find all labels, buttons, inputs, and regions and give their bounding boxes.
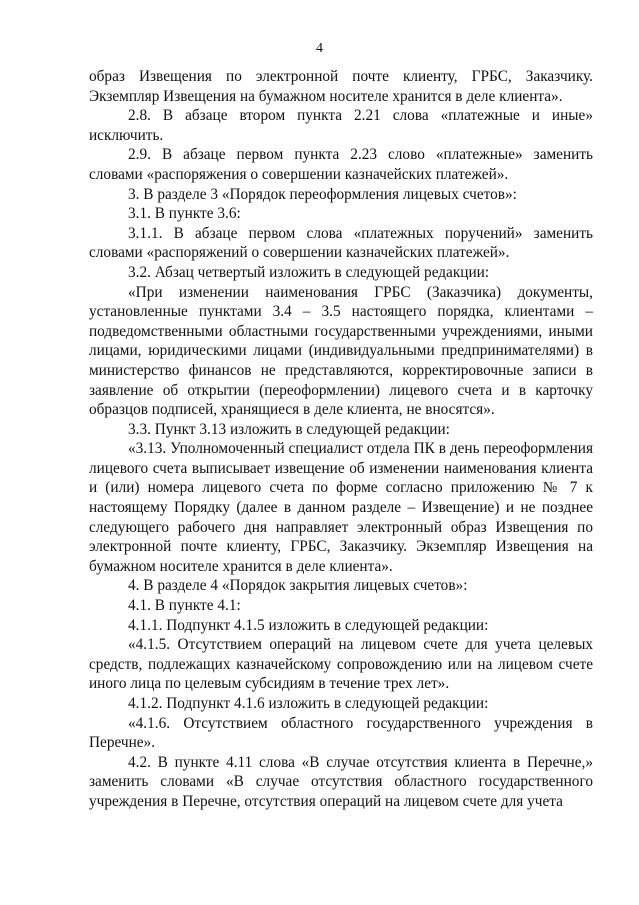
paragraph: «4.1.6. Отсутствием областного государственного учреждения в Перечне». — [89, 714, 593, 752]
paragraph: образ Извещения по электронной почте клиенту, ГРБС, Заказчику. Экземпляр Извещения на бумажном носителе хранится в деле клиента». — [89, 68, 593, 105]
paragraph: 2.9. В абзаце первом пункта 2.23 слово «платежные» заменить словами «распоряжения о совершении казначейских платежей». — [89, 146, 593, 183]
page-number: 4 — [316, 41, 323, 56]
paragraph: 3.1. В пункте 3.6: — [128, 205, 241, 223]
document-body — [89, 67, 593, 812]
paragraph: 4.1.1. Подпункт 4.1.5 изложить в следующей редакции: — [128, 616, 489, 634]
paragraph: 3.1.1. В абзаце первом слова «платежных поручений» заменить словами «распоряжений о совершении казначейских платежей». — [89, 224, 593, 262]
paragraph: 3. В разделе 3 «Порядок переоформления лицевых счетов»: — [128, 185, 517, 203]
paragraph: 4.1. В пункте 4.1: — [128, 597, 241, 615]
paragraph: «4.1.5. Отсутствием операций на лицевом счете для учета целевых средств, подлежащих казначейскому сопровождению или на лицевом счете иного лица по целевым субсидиям в течение трех лет». — [89, 636, 593, 693]
paragraph: «При изменении наименования ГРБС (Заказчика) документы, установленные пунктами 3.4 – 3.5 настоящего порядка, клиентами – подведомственными областными государственными учреждениями, иными лицами, юридическими лицами (индивидуальными предпринимателями) в министерство финансов не представляются, корректировочные записи в заявление об открытии (переоформлении) лицевого счета и в карточку образцов подписей, хранящиеся в деле клиента, не вносятся». — [89, 283, 593, 419]
paragraph: 2.8. В абзаце втором пункта 2.21 слова «платежные и иные» исключить. — [89, 107, 593, 144]
paragraph: 4. В разделе 4 «Порядок закрытия лицевых счетов»: — [128, 577, 468, 595]
paragraph: 4.2. В пункте 4.11 слова «В случае отсутствия клиента в Перечне,» заменить словами «В случае отсутствия областного государственного учреждения в Перечне, отсутствия операций на лицевом счете для учета — [89, 753, 593, 810]
paragraph: 3.2. Абзац четвертый изложить в следующей редакции: — [128, 263, 490, 281]
paragraph: 3.3. Пункт 3.13 изложить в следующей редакции: — [128, 420, 450, 438]
paragraph: 4.1.2. Подпункт 4.1.6 изложить в следующей редакции: — [128, 695, 489, 712]
paragraph: «3.13. Уполномоченный специалист отдела ПК в день переоформления лицевого счета выписывает извещение об изменении наименования клиента и (или) номера лицевого счета по форме согласно приложению № 7 к настоящему Порядку (далее в данном разделе – Извещение) и не позднее следующего рабочего дня направляет электронный образ Извещения по электронной почте клиенту, ГРБС, Заказчику. Экземпляр Извещения на бумажном носителе хранится в деле клиента». — [89, 440, 593, 575]
